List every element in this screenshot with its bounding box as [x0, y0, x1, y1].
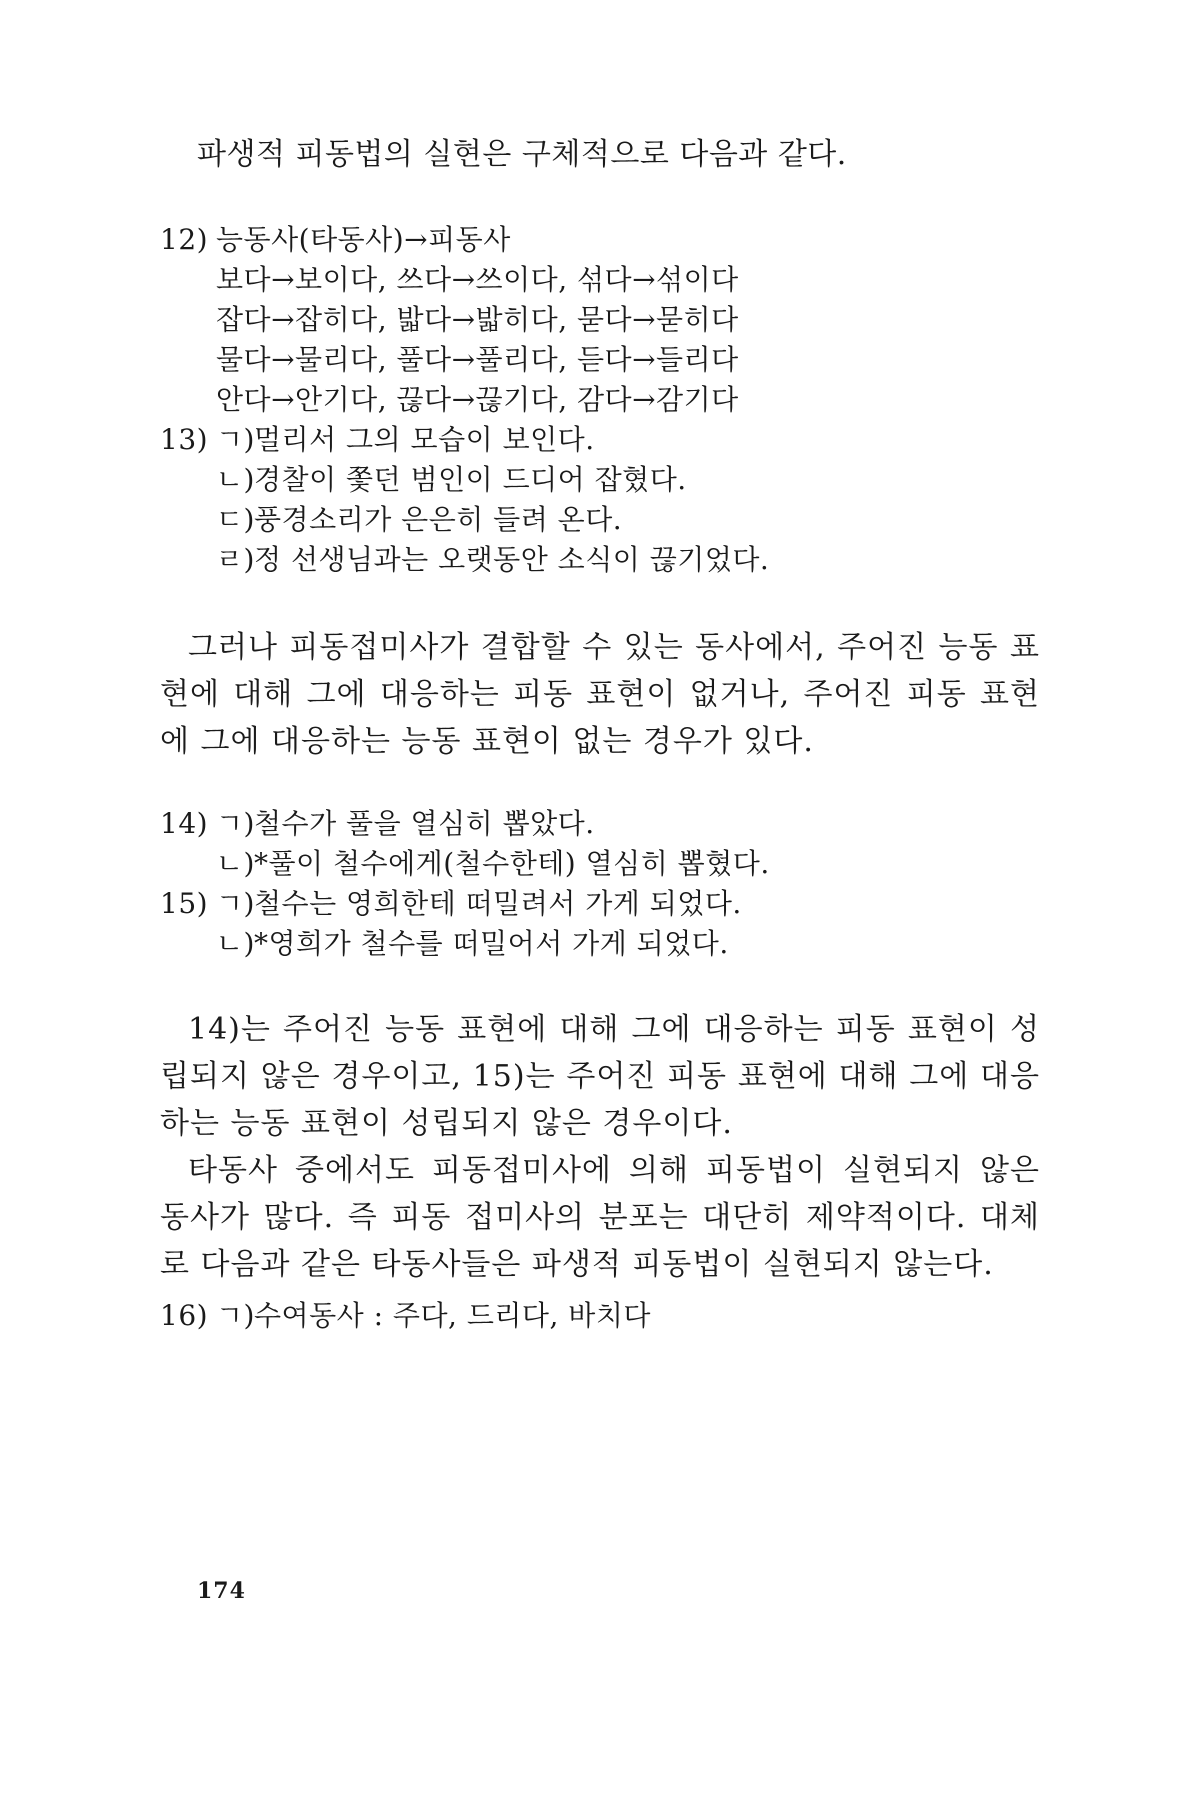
- item-text: 풍경소리가 은은히 들려 온다.: [254, 503, 623, 536]
- example-14-item: [160, 806, 595, 842]
- paragraph-text: 타동사 중에서도 피동접미사에 의해 피동법이 실현되지 않은 동사가 많다. 즉 피동 접미사의 분포는 대단히 제약적이다. 대체로 다음과 같은 타동사들은 파생적 피동법이 실현되지 않는다.: [160, 1153, 1040, 1282]
- item-text: 정 선생님과는 오랫동안 소식이 끊기었다.: [254, 543, 770, 576]
- item-marker: ㄴ): [216, 927, 255, 960]
- item-text: *영희가 철수를 떠밀어서 가게 되었다.: [254, 927, 729, 960]
- example-13-item: [216, 502, 622, 538]
- body-paragraph: [160, 1147, 1040, 1288]
- item-text: 철수가 풀을 열심히 뽑았다.: [254, 807, 595, 840]
- example-15-item: [216, 926, 729, 962]
- item-text: 경찰이 쫓던 범인이 드디어 잡혔다.: [254, 463, 687, 496]
- example-12-title: 능동사(타동사)→피동사: [216, 223, 511, 256]
- example-14-item: [216, 846, 770, 882]
- item-marker: ㄴ): [216, 463, 255, 496]
- intro-sentence: 파생적 피동법의 실현은 구체적으로 다음과 같다.: [197, 137, 847, 172]
- item-text: 멀리서 그의 모습이 보인다.: [254, 423, 595, 456]
- example-13-item: [160, 422, 595, 458]
- item-marker: ㄱ): [216, 423, 255, 456]
- example-number: 16): [160, 1299, 209, 1332]
- item-marker: ㄴ): [216, 847, 255, 880]
- item-marker: ㄱ): [216, 807, 255, 840]
- item-text: *풀이 철수에게(철수한테) 열심히 뽑혔다.: [254, 847, 770, 880]
- example-number: 13): [160, 423, 209, 456]
- item-text: 철수는 영희한테 떠밀려서 가게 되었다.: [254, 887, 742, 920]
- item-text: 수여동사 : 주다, 드리다, 바치다: [254, 1299, 651, 1332]
- body-paragraph: [160, 624, 1040, 765]
- paragraph-text: 그러나 피동접미사가 결합할 수 있는 동사에서, 주어진 능동 표현에 대해 그에 대응하는 피동 표현이 없거나, 주어진 피동 표현에 그에 대응하는 능동 표현이 없는 경우가 있다.: [160, 630, 1040, 759]
- paragraph-text: 14)는 주어진 능동 표현에 대해 그에 대응하는 피동 표현이 성립되지 않은 경우이고, 15)는 주어진 피동 표현에 대해 그에 대응하는 능동 표현이 성립되지 않은 경우이다.: [160, 1012, 1040, 1141]
- example-16-item: [160, 1298, 651, 1334]
- example-15-item: [160, 886, 742, 922]
- example-number: 12): [160, 223, 209, 256]
- example-number: 14): [160, 807, 209, 840]
- example-12-row: 안다→안기다, 끊다→끊기다, 감다→감기다: [216, 383, 739, 416]
- example-12-header: [160, 222, 511, 258]
- body-paragraph: [160, 1006, 1040, 1147]
- example-12-row: 보다→보이다, 쓰다→쓰이다, 섞다→섞이다: [216, 263, 739, 296]
- item-marker: ㄹ): [216, 543, 255, 576]
- example-number: 15): [160, 887, 209, 920]
- item-marker: ㄱ): [216, 1299, 255, 1332]
- item-marker: ㄷ): [216, 503, 255, 536]
- example-13-item: [216, 542, 769, 578]
- example-13-item: [216, 462, 687, 498]
- example-12-row: 잡다→잡히다, 밟다→밟히다, 묻다→묻히다: [216, 303, 739, 336]
- item-marker: ㄱ): [216, 887, 255, 920]
- page-number: 174: [197, 1578, 246, 1604]
- example-12-row: 물다→물리다, 풀다→풀리다, 듣다→들리다: [216, 343, 739, 376]
